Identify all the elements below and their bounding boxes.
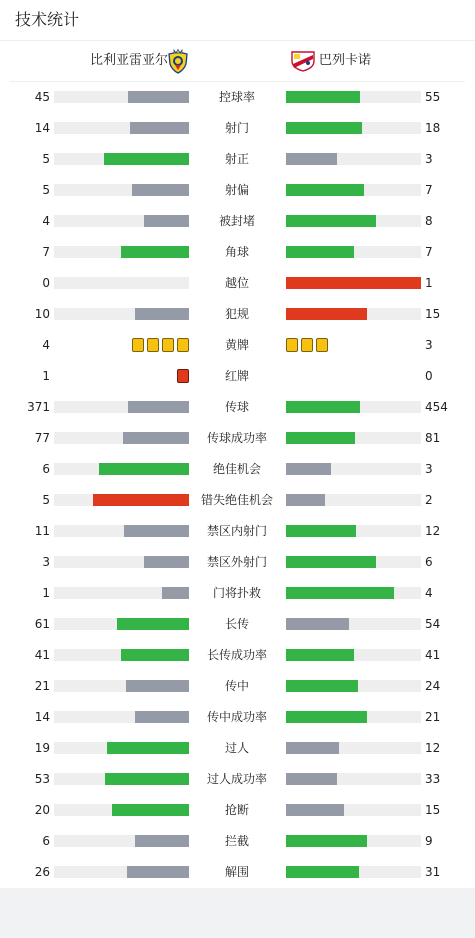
away-value: 12 (425, 741, 441, 755)
away-bar-track (286, 494, 421, 506)
away-bar-fill (286, 680, 358, 692)
home-bar-track (54, 773, 189, 785)
home-value: 1 (42, 586, 50, 600)
stat-row (0, 492, 475, 508)
stat-label: 传中成功率 (206, 710, 267, 724)
home-bar-track (54, 556, 189, 568)
teams-divider (10, 81, 465, 82)
away-bar-track (286, 742, 421, 754)
home-value: 21 (34, 679, 50, 693)
stat-row (0, 337, 475, 353)
away-bar-track (286, 556, 421, 568)
home-bar-fill (132, 184, 189, 196)
away-value: 7 (425, 183, 433, 197)
home-bar-fill (93, 494, 189, 506)
stat-row (0, 182, 475, 198)
away-bar-track (286, 680, 421, 692)
stat-label: 被封堵 (218, 214, 255, 228)
away-bar-track (286, 277, 421, 289)
away-bar-fill (286, 277, 421, 289)
away-value: 24 (425, 679, 441, 693)
away-bar-track (286, 525, 421, 537)
home-bar-track (54, 618, 189, 630)
home-bar-track (54, 742, 189, 754)
away-bar-fill (286, 494, 325, 506)
away-bar-track (286, 866, 421, 878)
yellow-card-icon (177, 338, 189, 352)
title-divider (0, 40, 475, 41)
away-bar-fill (286, 122, 362, 134)
away-bar-fill (286, 525, 356, 537)
away-value: 1 (425, 276, 433, 290)
red-card-icon (177, 369, 189, 383)
yellow-card-icon (132, 338, 144, 352)
home-value: 14 (34, 121, 50, 135)
away-bar-fill (286, 587, 394, 599)
away-value: 7 (425, 245, 433, 259)
home-bar-fill (128, 91, 189, 103)
away-bar-track (286, 618, 421, 630)
stat-label: 门将扑救 (212, 586, 261, 600)
home-bar-fill (107, 742, 189, 754)
away-bar-track (286, 401, 421, 413)
yellow-card-icon (162, 338, 174, 352)
away-bar-fill (286, 866, 359, 878)
home-bar-fill (123, 432, 189, 444)
stat-row (0, 678, 475, 694)
home-team-name: 比利亚雷亚尔 (90, 53, 169, 68)
stat-row (0, 399, 475, 415)
home-bar-fill (124, 525, 189, 537)
away-value: 9 (425, 834, 433, 848)
home-bar-fill (128, 401, 189, 413)
away-value: 0 (425, 369, 433, 383)
home-bar-fill (99, 463, 189, 475)
home-value: 5 (42, 493, 50, 507)
stat-label: 射正 (224, 152, 249, 166)
home-cards (132, 338, 189, 352)
away-value: 33 (425, 772, 441, 786)
stat-row (0, 554, 475, 570)
home-value: 10 (34, 307, 50, 321)
away-team-name: 巴列卡诺 (319, 53, 372, 68)
home-value: 26 (34, 865, 50, 879)
home-value: 61 (34, 617, 50, 631)
home-value: 1 (42, 369, 50, 383)
villarreal-crest-icon (167, 48, 189, 74)
home-value: 0 (42, 276, 50, 290)
away-bar-fill (286, 91, 360, 103)
stat-row (0, 461, 475, 477)
home-bar-track (54, 587, 189, 599)
stat-row (0, 151, 475, 167)
stat-row (0, 802, 475, 818)
stat-label: 传球成功率 (206, 431, 267, 445)
stat-label: 射门 (224, 121, 249, 135)
stat-row (0, 616, 475, 632)
away-value: 18 (425, 121, 441, 135)
home-value: 4 (42, 338, 50, 352)
home-bar-fill (130, 122, 189, 134)
yellow-card-icon (286, 338, 298, 352)
home-value: 14 (34, 710, 50, 724)
home-value: 45 (34, 90, 50, 104)
home-bar-track (54, 215, 189, 227)
home-bar-fill (112, 804, 189, 816)
home-bar-fill (135, 835, 189, 847)
yellow-card-icon (147, 338, 159, 352)
away-bar-fill (286, 742, 339, 754)
home-value: 7 (42, 245, 50, 259)
away-bar-track (286, 215, 421, 227)
away-bar-track (286, 835, 421, 847)
away-value: 12 (425, 524, 441, 538)
home-bar-track (54, 401, 189, 413)
home-bar-track (54, 835, 189, 847)
stat-row (0, 709, 475, 725)
home-bar-track (54, 122, 189, 134)
away-value: 454 (425, 400, 448, 414)
stat-label: 禁区外射门 (206, 555, 267, 569)
stat-label: 传球 (224, 400, 249, 414)
stat-row (0, 771, 475, 787)
away-value: 3 (425, 462, 433, 476)
panel-title: 技术统计 (15, 10, 80, 29)
away-bar-track (286, 122, 421, 134)
home-bar-fill (135, 711, 189, 723)
away-value: 21 (425, 710, 441, 724)
stat-label: 长传成功率 (206, 648, 267, 662)
stat-label: 解围 (224, 865, 249, 879)
stat-label: 黄牌 (224, 338, 249, 352)
home-bar-fill (162, 587, 189, 599)
home-bar-track (54, 804, 189, 816)
away-bar-fill (286, 401, 360, 413)
home-value: 5 (42, 152, 50, 166)
home-bar-track (54, 91, 189, 103)
home-value: 11 (34, 524, 50, 538)
away-bar-fill (286, 463, 331, 475)
stat-label: 红牌 (224, 369, 249, 383)
away-bar-track (286, 432, 421, 444)
home-bar-track (54, 277, 189, 289)
away-bar-fill (286, 184, 364, 196)
home-value: 5 (42, 183, 50, 197)
away-bar-fill (286, 246, 354, 258)
stat-label: 绝佳机会 (212, 462, 261, 476)
away-bar-track (286, 804, 421, 816)
stat-label: 射偏 (224, 183, 249, 197)
home-bar-fill (121, 246, 189, 258)
stat-row (0, 275, 475, 291)
home-value: 6 (42, 462, 50, 476)
stat-label: 传中 (224, 679, 249, 693)
home-cards (177, 369, 189, 383)
stat-label: 犯规 (224, 307, 249, 321)
away-bar-track (286, 308, 421, 320)
home-value: 3 (42, 555, 50, 569)
away-bar-fill (286, 432, 355, 444)
yellow-card-icon (301, 338, 313, 352)
home-bar-track (54, 711, 189, 723)
away-bar-fill (286, 308, 367, 320)
home-value: 6 (42, 834, 50, 848)
stat-label: 角球 (224, 245, 249, 259)
away-bar-track (286, 587, 421, 599)
home-bar-track (54, 649, 189, 661)
away-bar-track (286, 91, 421, 103)
away-value: 6 (425, 555, 433, 569)
away-bar-fill (286, 649, 354, 661)
home-bar-fill (126, 680, 189, 692)
home-bar-fill (121, 649, 189, 661)
stat-label: 控球率 (218, 90, 255, 104)
home-bar-track (54, 525, 189, 537)
home-bar-track (54, 463, 189, 475)
home-bar-track (54, 153, 189, 165)
stat-row (0, 368, 475, 384)
stat-row (0, 213, 475, 229)
home-bar-fill (117, 618, 189, 630)
stat-label: 拦截 (224, 834, 249, 848)
stat-row (0, 585, 475, 601)
stat-row (0, 306, 475, 322)
away-bar-track (286, 153, 421, 165)
stat-row (0, 864, 475, 880)
home-bar-fill (127, 866, 189, 878)
away-value: 3 (425, 338, 433, 352)
stat-label: 抢断 (224, 803, 249, 817)
away-bar-fill (286, 215, 376, 227)
home-bar-track (54, 184, 189, 196)
home-bar-fill (105, 773, 189, 785)
away-bar-track (286, 711, 421, 723)
home-bar-fill (144, 556, 189, 568)
away-value: 3 (425, 152, 433, 166)
home-bar-track (54, 866, 189, 878)
stat-row (0, 647, 475, 663)
home-value: 4 (42, 214, 50, 228)
stat-row (0, 120, 475, 136)
away-bar-fill (286, 711, 367, 723)
away-bar-fill (286, 804, 344, 816)
stat-label: 过人成功率 (206, 772, 267, 786)
home-value: 41 (34, 648, 50, 662)
away-bar-track (286, 246, 421, 258)
home-value: 20 (34, 803, 50, 817)
stat-row (0, 833, 475, 849)
away-bar-track (286, 773, 421, 785)
away-bar-fill (286, 556, 376, 568)
away-bar-fill (286, 153, 337, 165)
away-cards (286, 338, 328, 352)
away-value: 15 (425, 803, 441, 817)
home-bar-track (54, 246, 189, 258)
away-bar-fill (286, 618, 349, 630)
rayo-vallecano-crest-icon (290, 50, 316, 72)
away-value: 54 (425, 617, 441, 631)
home-bar-track (54, 308, 189, 320)
away-value: 55 (425, 90, 441, 104)
away-value: 15 (425, 307, 441, 321)
away-value: 31 (425, 865, 441, 879)
home-bar-track (54, 432, 189, 444)
away-bar-track (286, 463, 421, 475)
home-value: 53 (34, 772, 50, 786)
away-bar-track (286, 184, 421, 196)
yellow-card-icon (316, 338, 328, 352)
stat-row (0, 740, 475, 756)
home-bar-track (54, 680, 189, 692)
stat-label: 过人 (224, 741, 249, 755)
stat-row (0, 430, 475, 446)
away-value: 2 (425, 493, 433, 507)
stat-row (0, 523, 475, 539)
stat-row (0, 244, 475, 260)
away-value: 8 (425, 214, 433, 228)
away-value: 81 (425, 431, 441, 445)
home-bar-track (54, 494, 189, 506)
home-value: 19 (34, 741, 50, 755)
away-bar-fill (286, 773, 337, 785)
home-bar-fill (104, 153, 189, 165)
away-bar-fill (286, 835, 367, 847)
stat-label: 错失绝佳机会 (200, 493, 273, 507)
home-value: 77 (34, 431, 50, 445)
home-bar-fill (135, 308, 189, 320)
away-value: 41 (425, 648, 441, 662)
home-value: 371 (27, 400, 50, 414)
home-bar-fill (144, 215, 189, 227)
stat-row (0, 89, 475, 105)
away-bar-track (286, 649, 421, 661)
stat-label: 长传 (224, 617, 249, 631)
stat-label: 禁区内射门 (206, 524, 267, 538)
stat-label: 越位 (224, 276, 249, 290)
away-value: 4 (425, 586, 433, 600)
